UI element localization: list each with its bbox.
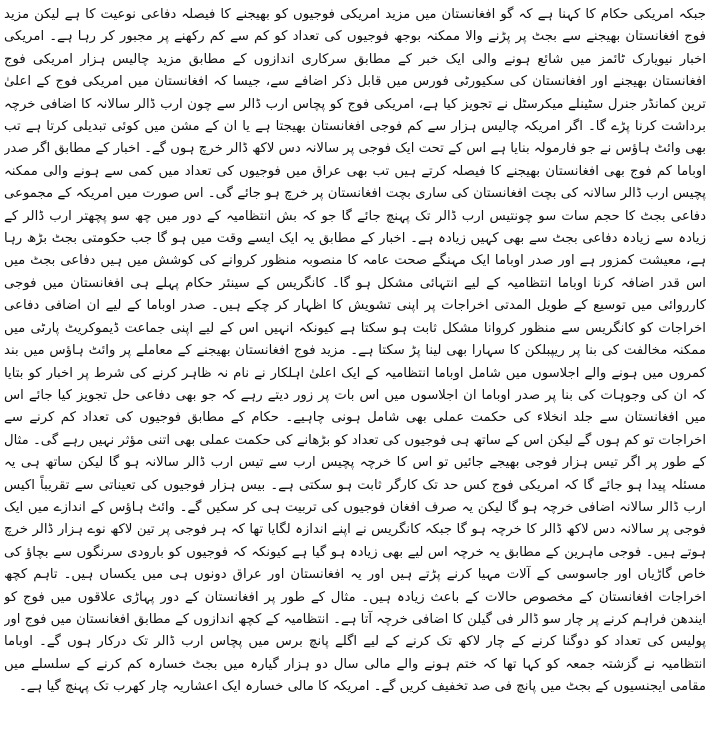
article-body: [4, 4, 706, 722]
article-paragraph: جبکہ امریکی حکام کا کہنا ہے کہ گو افغانستان میں مزید امریکی فوجیوں کو بھیجنے کا فیصلہ دفاعی نوعیت کا ہے لیکن مزید فوج افغانستان بھیجنے سے بجٹ پر پڑنے والا ممکنہ بوجھ فوجیوں کی تعداد کو کم سے کم رکھنے پر مجبور کر رہا ہے۔ امریکی اخبار نیویارک ٹائمز میں شائع ہونے والی ایک خبر کے مطابق سرکاری اندازوں کے مطابق مزید چالیس ہزار امریکی فوج افغانستان بھیجنے اور افغانستان کی سکیورٹی فورس میں قابل ذکر اضافے سے، جیسا کہ افغانستان میں امریکی فوج کے اعلیٰ ترین کمانڈر جنرل سٹینلے میکرسٹل نے تجویز کیا ہے، امریکی فوج کو پچاس ارب ڈالر سے چون ارب ڈالر سالانہ کا اضافی خرچہ برداشت کرنا پڑے گا۔ اگر امریکہ چالیس ہزار سے کم فوجی افغانستان بھیجتا ہے یا ان کے مشن میں کوئی تبدیلی کرتا ہے تب بھی وائٹ ہاؤس نے جو فارمولہ بنایا ہے اس کے تحت ایک فوجی پر سالانہ دس لاکھ ڈالر خرچ ہوں گے۔ اخبار کے مطابق اگر صدر اوباما کم فوج بھی افغانستان بھیجنے کا فیصلہ کرتے ہیں تب بھی عراق میں فوجیوں کی تعداد میں کمی سے ہونے والی ممکنہ پچیس ارب ڈالر سالانہ کی بچت افغانستان کی ساری بچت افغانستان پر خرچ ہو جائے گی۔ اس صورت میں امریکہ کے مجموعی دفاعی بجٹ کا حجم سات سو چونتیس ارب ڈالر تک پہنچ جائے گا جو کہ بش انتظامیہ کے دور میں چھ سو پچھتر ارب ڈالر کے زیادہ سے زیادہ دفاعی بجٹ سے بھی کہیں زیادہ ہے۔ اخبار کے مطابق یہ ایک ایسے وقت میں ہو گا جب حکومتی بجٹ بڑھ رہا ہے، معیشت کمزور ہے اور صدر اوباما ایک مہنگے صحت عامہ کا منصوبہ منظور کروانے کی کوشش میں ہیں دفاعی بجٹ میں اس قدر اضافہ کرنا اوباما انتظامیہ کے لیے انتہائی مشکل ہو گا۔ کانگریس کے سینئر حکام پہلے ہی افغانستان میں فوجی کارروائی میں توسیع کے طویل المدتی اخراجات پر اپنی تشویش کا اظہار کر چکے ہیں۔ صدر اوباما کے لیے ان اضافی دفاعی اخراجات کو کانگریس سے منظور کروانا مشکل ثابت ہو سکتا ہے کیونکہ انہیں اس کے لیے اپنی جماعت ڈیموکریٹ پارٹی میں ممکنہ مخالفت کی بنا پر ریپبلکن کا سہارا بھی لینا پڑ سکتا ہے۔ مزید فوج افغانستان بھیجنے کے معاملے پر وائٹ ہاؤس میں بند کمروں میں ہونے والے اجلاسوں میں شامل اوباما انتظامیہ کے ایک اعلیٰ اہلکار نے نام نہ ظاہر کرنے کی شرط پر اخبار کو بتایا کہ ان کی وجوہات کی بنا پر صدر اوباما ان اجلاسوں میں اس بات پر زور دیتے رہے کہ جو بھی دفاعی حل تجویز کیا جائے اس میں افغانستان سے جلد انخلاء کی حکمت عملی بھی شامل ہونی چاہیے۔ حکام کے مطابق فوجیوں کی تعداد کم کرنے سے اخراجات تو کم ہوں گے لیکن اس کے ساتھ ہی فوجیوں کی تعداد کو بڑھانے کی حکمت عملی بھی اتنی مؤثر نہیں رہے گی۔ مثال کے طور پر اگر تیس ہزار فوجی بھیجے جائیں تو اس کا خرچہ پچیس ارب سے تیس ارب ڈالر سالانہ ہو گا لیکن ساتھ ہی یہ مسئلہ پیدا ہو جائے گا کہ امریکی فوج کس حد تک کارگر ثابت ہو سکتی ہے۔ بیس ہزار فوجیوں کی تعیناتی سے تقریباً اکیس ارب ڈالر سالانہ اضافی خرچہ ہو گا لیکن یہ صرف افغان فوجیوں کی تربیت ہی کر سکیں گے۔ وائٹ ہاؤس کے اندازے میں ایک فوجی پر سالانہ دس لاکھ ڈالر کا خرچہ ہو گا جبکہ کانگریس نے اپنے اندازہ لگایا تھا کہ ہر فوجی پر تین لاکھ نوے ہزار ڈالر خرچ ہوتے ہیں۔ فوجی ماہرین کے مطابق یہ خرچہ اس لیے بھی زیادہ ہو گیا ہے کیونکہ کہ فوجیوں کو بارودی سرنگوں سے بچاؤ کی خاص گاڑیاں اور جاسوسی کے آلات مہیا کرنے پڑتے ہیں اور یہ افغانستان اور عراق دونوں ہی میں یکساں ہیں۔ تاہم کچھ اخراجات افغانستان کے مخصوص حالات کے باعث زیادہ ہیں۔ مثال کے طور پر افغانستان کے دور پہاڑی علاقوں میں فوج کو ایندھن فراہم کرنے پر چار سو ڈالر فی گیلن کا اضافی خرچہ آتا ہے۔ انتظامیہ کے کچھ اندازوں کے مطابق افغانستان میں فوج اور پولیس کی تعداد کو دوگنا کرنے کے چار لاکھ تک کرنے کے لیے اگلے پانچ برس میں پچاس ارب ڈالر تک درکار ہوں گے۔ اوباما انتظامیہ نے گزشتہ جمعہ کو کہا تھا کہ ختم ہونے والے مالی سال دو ہزار گیارہ میں بجٹ خسارہ کم کرنے کے سلسلے میں مقامی ایجنسیوں کے بجٹ میں پانچ فی صد تخفیف کریں گے۔ امریکہ کا مالی خسارہ ایک اعشاریہ چار کھرب تک پہنچ گیا ہے۔: [4, 7, 706, 695]
